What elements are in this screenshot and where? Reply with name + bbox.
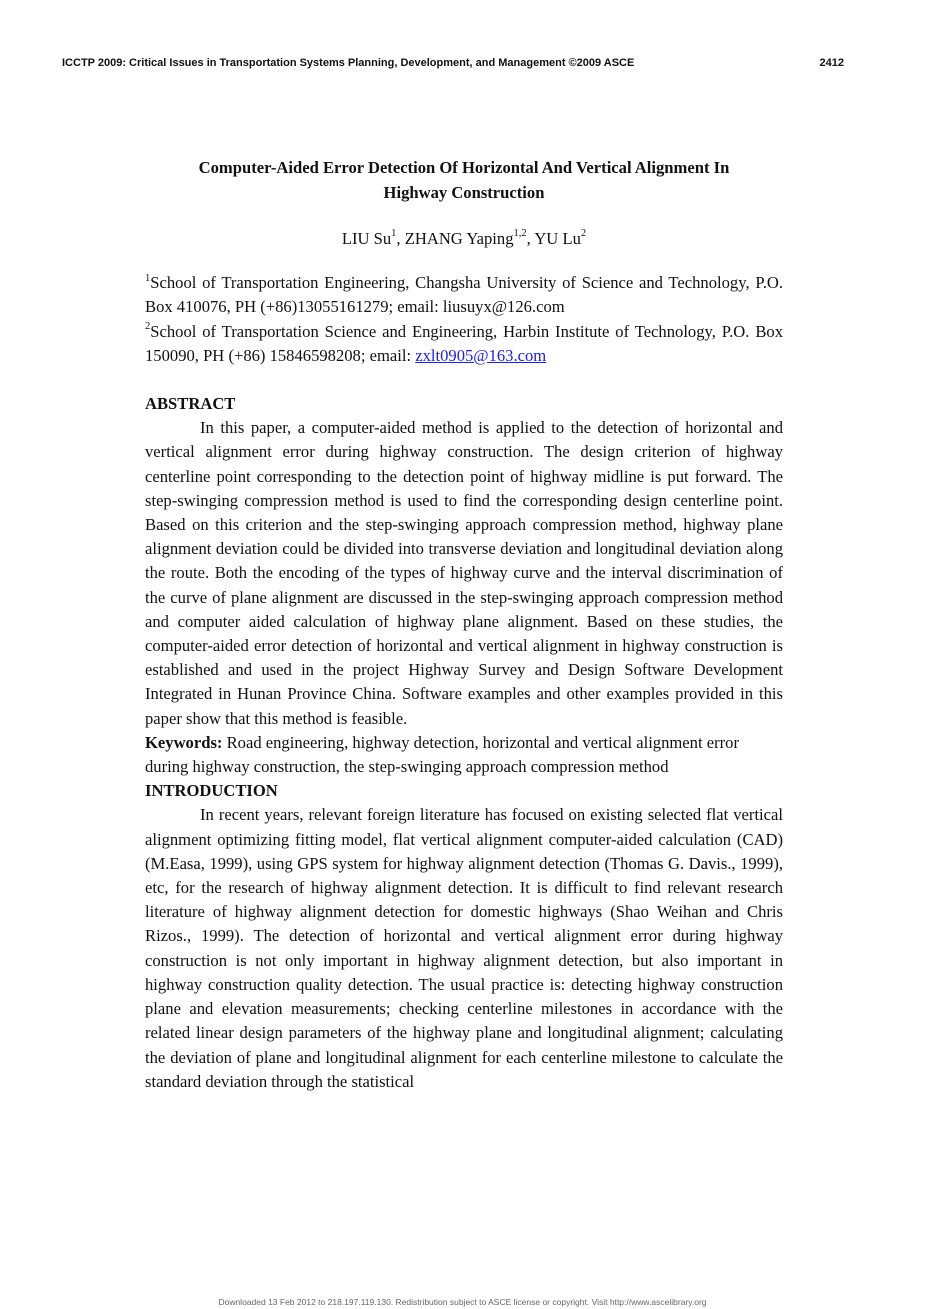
paper-body [145,155,783,1094]
author-separator: , [526,229,535,248]
affiliation-text: School of Transportation Engineering, Changsha University of Science and Technology, P.O. Box 410076, PH (+86)13055161279; email: liusuyx@126.com [145,273,783,317]
author-name: LIU Su [341,229,392,248]
affiliation-2 [145,320,783,368]
affiliation-text: School of Transportation Science and Engineering, Harbin Institute of Technology, P.O. Box 150090, PH (+86) 15846598208; email: [145,321,783,365]
affiliations [145,271,783,368]
affiliation-mark: 1 [145,272,151,284]
author-affiliation-mark: 1,2 [513,228,527,240]
page-number: 2412 [819,57,844,69]
author-name: ZHANG Yaping [404,229,514,248]
title-line-2: Highway Construction [383,183,545,202]
running-header [62,57,844,69]
author-list [145,227,783,251]
author-name: YU Lu [534,229,581,248]
email-link[interactable]: zxlt0905@163.com [415,345,547,365]
abstract-heading: ABSTRACT [145,394,236,414]
keywords-text: Road engineering, highway detection, horizontal and vertical alignment error during highway construction, the step-swinging approach compression method [145,732,739,777]
author-separator: , [396,229,405,248]
keywords [145,731,783,779]
abstract-paragraph: In this paper, a computer-aided method is applied to the detection of horizontal and vertical alignment error during highway construction. The design criterion of highway centerline point corresponding to the detection point of highway midline is put forward. The step-swinging compression method is used to find the corresponding design centerline point. Based on this criterion and the step-swinging approach compression method, highway plane alignment deviation could be divided into transverse deviation and longitudinal deviation along the route. Both the encoding of the types of highway curve and the interval discrimination of the curve of plane alignment are discussed in the step-swinging approach compression method and computer aided calculation of highway plane alignment. Based on these studies, the computer-aided error detection of horizontal and vertical alignment in highway construction is established and used in the project Highway Survey and Design Software Development Integrated in Hunan Province China. Software examples and other examples provided in this paper show that this method is feasible. [145,418,783,728]
paper-title [145,155,783,205]
author-affiliation-mark: 2 [580,228,587,240]
affiliation-1 [145,271,783,319]
keywords-label: Keywords: [145,732,223,752]
title-line-1: Computer-Aided Error Detection Of Horizontal And Vertical Alignment In [198,158,730,177]
introduction-heading: INTRODUCTION [145,781,278,801]
introduction-paragraph: In recent years, relevant foreign literature has focused on existing selected flat vertical alignment optimizing fitting model, flat vertical alignment computer-aided calculation (CAD) (M.Easa, 1999), using GPS system for highway alignment detection (Thomas G. Davis., 1999), etc, for the research of highway alignment detection. It is difficult to find relevant research literature of highway alignment detection for domestic highways (Shao Weihan and Chris Rizos., 1999). The detection of horizontal and vertical alignment error during highway construction is not only important in highway alignment detection, but also important in highway construction quality detection. The usual practice is: detecting highway construction plane and elevation measurements; checking centerline milestones in accordance with the related linear design parameters of the highway plane and longitudinal alignment; calculating the deviation of plane and longitudinal alignment for each centerline milestone to calculate the standard deviation through the statistical [145,805,783,1091]
download-footer: Downloaded 13 Feb 2012 to 218.197.119.130. Redistribution subject to ASCE license or copyright. Visit http://www.ascelibrary.org [218,1297,707,1307]
journal-citation: ICCTP 2009: Critical Issues in Transportation Systems Planning, Development, and Management ©2009 ASCE [62,57,635,69]
affiliation-mark: 2 [145,321,151,333]
author-affiliation-mark: 1 [391,228,397,240]
